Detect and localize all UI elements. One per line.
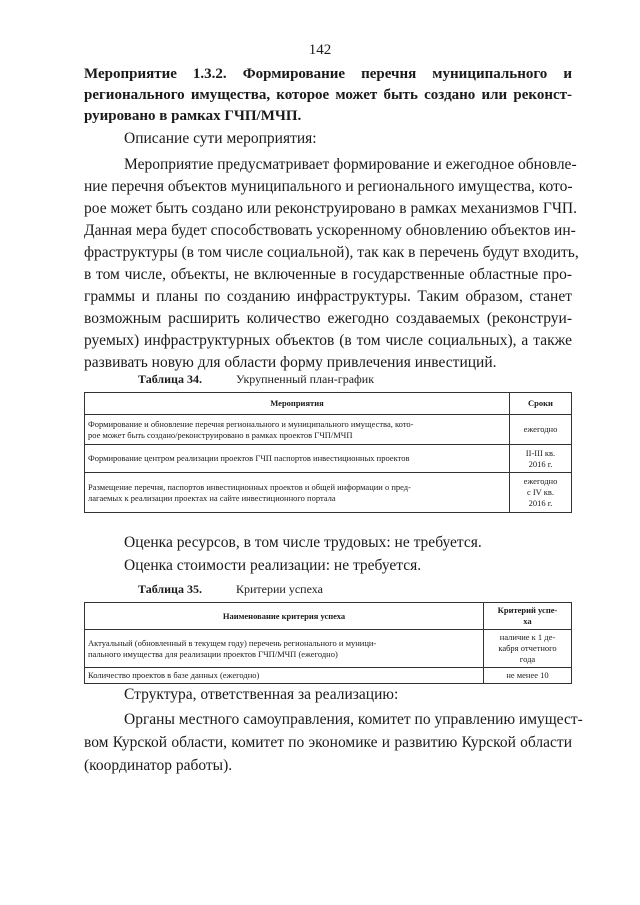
table35 [84,602,572,684]
paragraph-line: возможным расширить количество ежегодно создаваемых (реконструи- [84,310,572,327]
table-header-row [85,603,572,630]
table-cell: Формирование центром реализации проектов ГЧП паспортов инвестиционных проектов [85,445,510,473]
cost-line: Оценка стоимости реализации: не требуется. [124,557,422,574]
table34 [84,392,572,513]
paragraph-line: развивать новую для области форму привлечения инвестиций. [84,354,497,371]
table-cell: Количество проектов в базе данных (ежегодно) [85,668,484,684]
table-row [85,445,572,473]
paragraph-line: фраструктуры (в том числе социальной), так как в перечень будут входить, [84,244,579,261]
structure-label: Структура, ответственная за реализацию: [124,686,399,703]
table-row [85,668,572,684]
table-cell: Формирование и обновление перечня регионального и муниципального имущества, кото- рое может быть создано/реконструировано в рамках проектов ГЧП/МЧП [85,415,510,445]
table-cell: ежегодно с IV кв. 2016 г. [510,473,572,513]
section-heading [84,64,572,127]
resources-line: Оценка ресурсов, в том числе трудовых: не требуется. [124,534,482,551]
paragraph-line: вом Курской области, комитет по экономике и развитию Курской области [84,734,572,751]
table-row [85,473,572,513]
table-header: Критерий успе- ха [484,603,572,630]
paragraph-line: Органы местного самоуправления, комитет по управлению имущест- [124,711,583,728]
table-cell: II-III кв. 2016 г. [510,445,572,473]
table-cell: наличие к 1 де- кабря отчетного года [484,630,572,668]
table-header: Наименование критерия успеха [85,603,484,630]
heading-line: руировано в рамках ГЧП/МЧП. [84,108,302,124]
paragraph-line: Мероприятие предусматривает формирование и ежегодное обновле- [124,156,577,173]
heading-line: регионального имущества, которое может быть создано или реконст- [84,87,572,103]
paragraph-line: руемых) инфраструктурных объектов (в том числе социальных), а также [84,332,572,349]
paragraph-line: в том числе, объекты, не включенные в государственные областные про- [84,266,572,283]
paragraph-line: ние перечня объектов муниципального и регионального имущества, кото- [84,178,573,195]
table35-title: Критерии успеха [236,582,323,596]
table35-label: Таблица 35. [138,582,202,596]
table-header: Мероприятия [85,393,510,415]
table34-title: Укрупненный план-график [236,372,375,386]
page-number: 142 [308,42,332,58]
table-cell: ежегодно [510,415,572,445]
paragraph-line: Данная мера будет способствовать ускоренному обновлению объектов ин- [84,222,576,239]
table-row [85,630,572,668]
paragraph-line: (координатор работы). [84,757,233,774]
heading-line: Мероприятие 1.3.2. Формирование перечня муниципального и [84,66,572,82]
paragraph-line: рое может быть создано или реконструировано в рамках механизмов ГЧП. [84,200,577,217]
table35-caption [138,582,323,597]
table34-label: Таблица 34. [138,372,202,386]
table34-caption [138,372,374,387]
paragraph-line: граммы и планы по созданию инфраструктуры. Таким образом, станет [84,288,572,305]
description-label: Описание сути мероприятия: [124,130,317,147]
table-cell: Размещение перечня, паспортов инвестиционных проектов и общей информации о пред- лагаемых к реализации проектах на сайте инвестиционного портала [85,473,510,513]
table-row [85,415,572,445]
table-header-row [85,393,572,415]
table-cell: Актуальный (обновленный в текущем году) перечень регионального и муници- пального имущества для реализации проектов ГЧП/МЧП (ежегодно) [85,630,484,668]
table-cell: не менее 10 [484,668,572,684]
table-header: Сроки [510,393,572,415]
